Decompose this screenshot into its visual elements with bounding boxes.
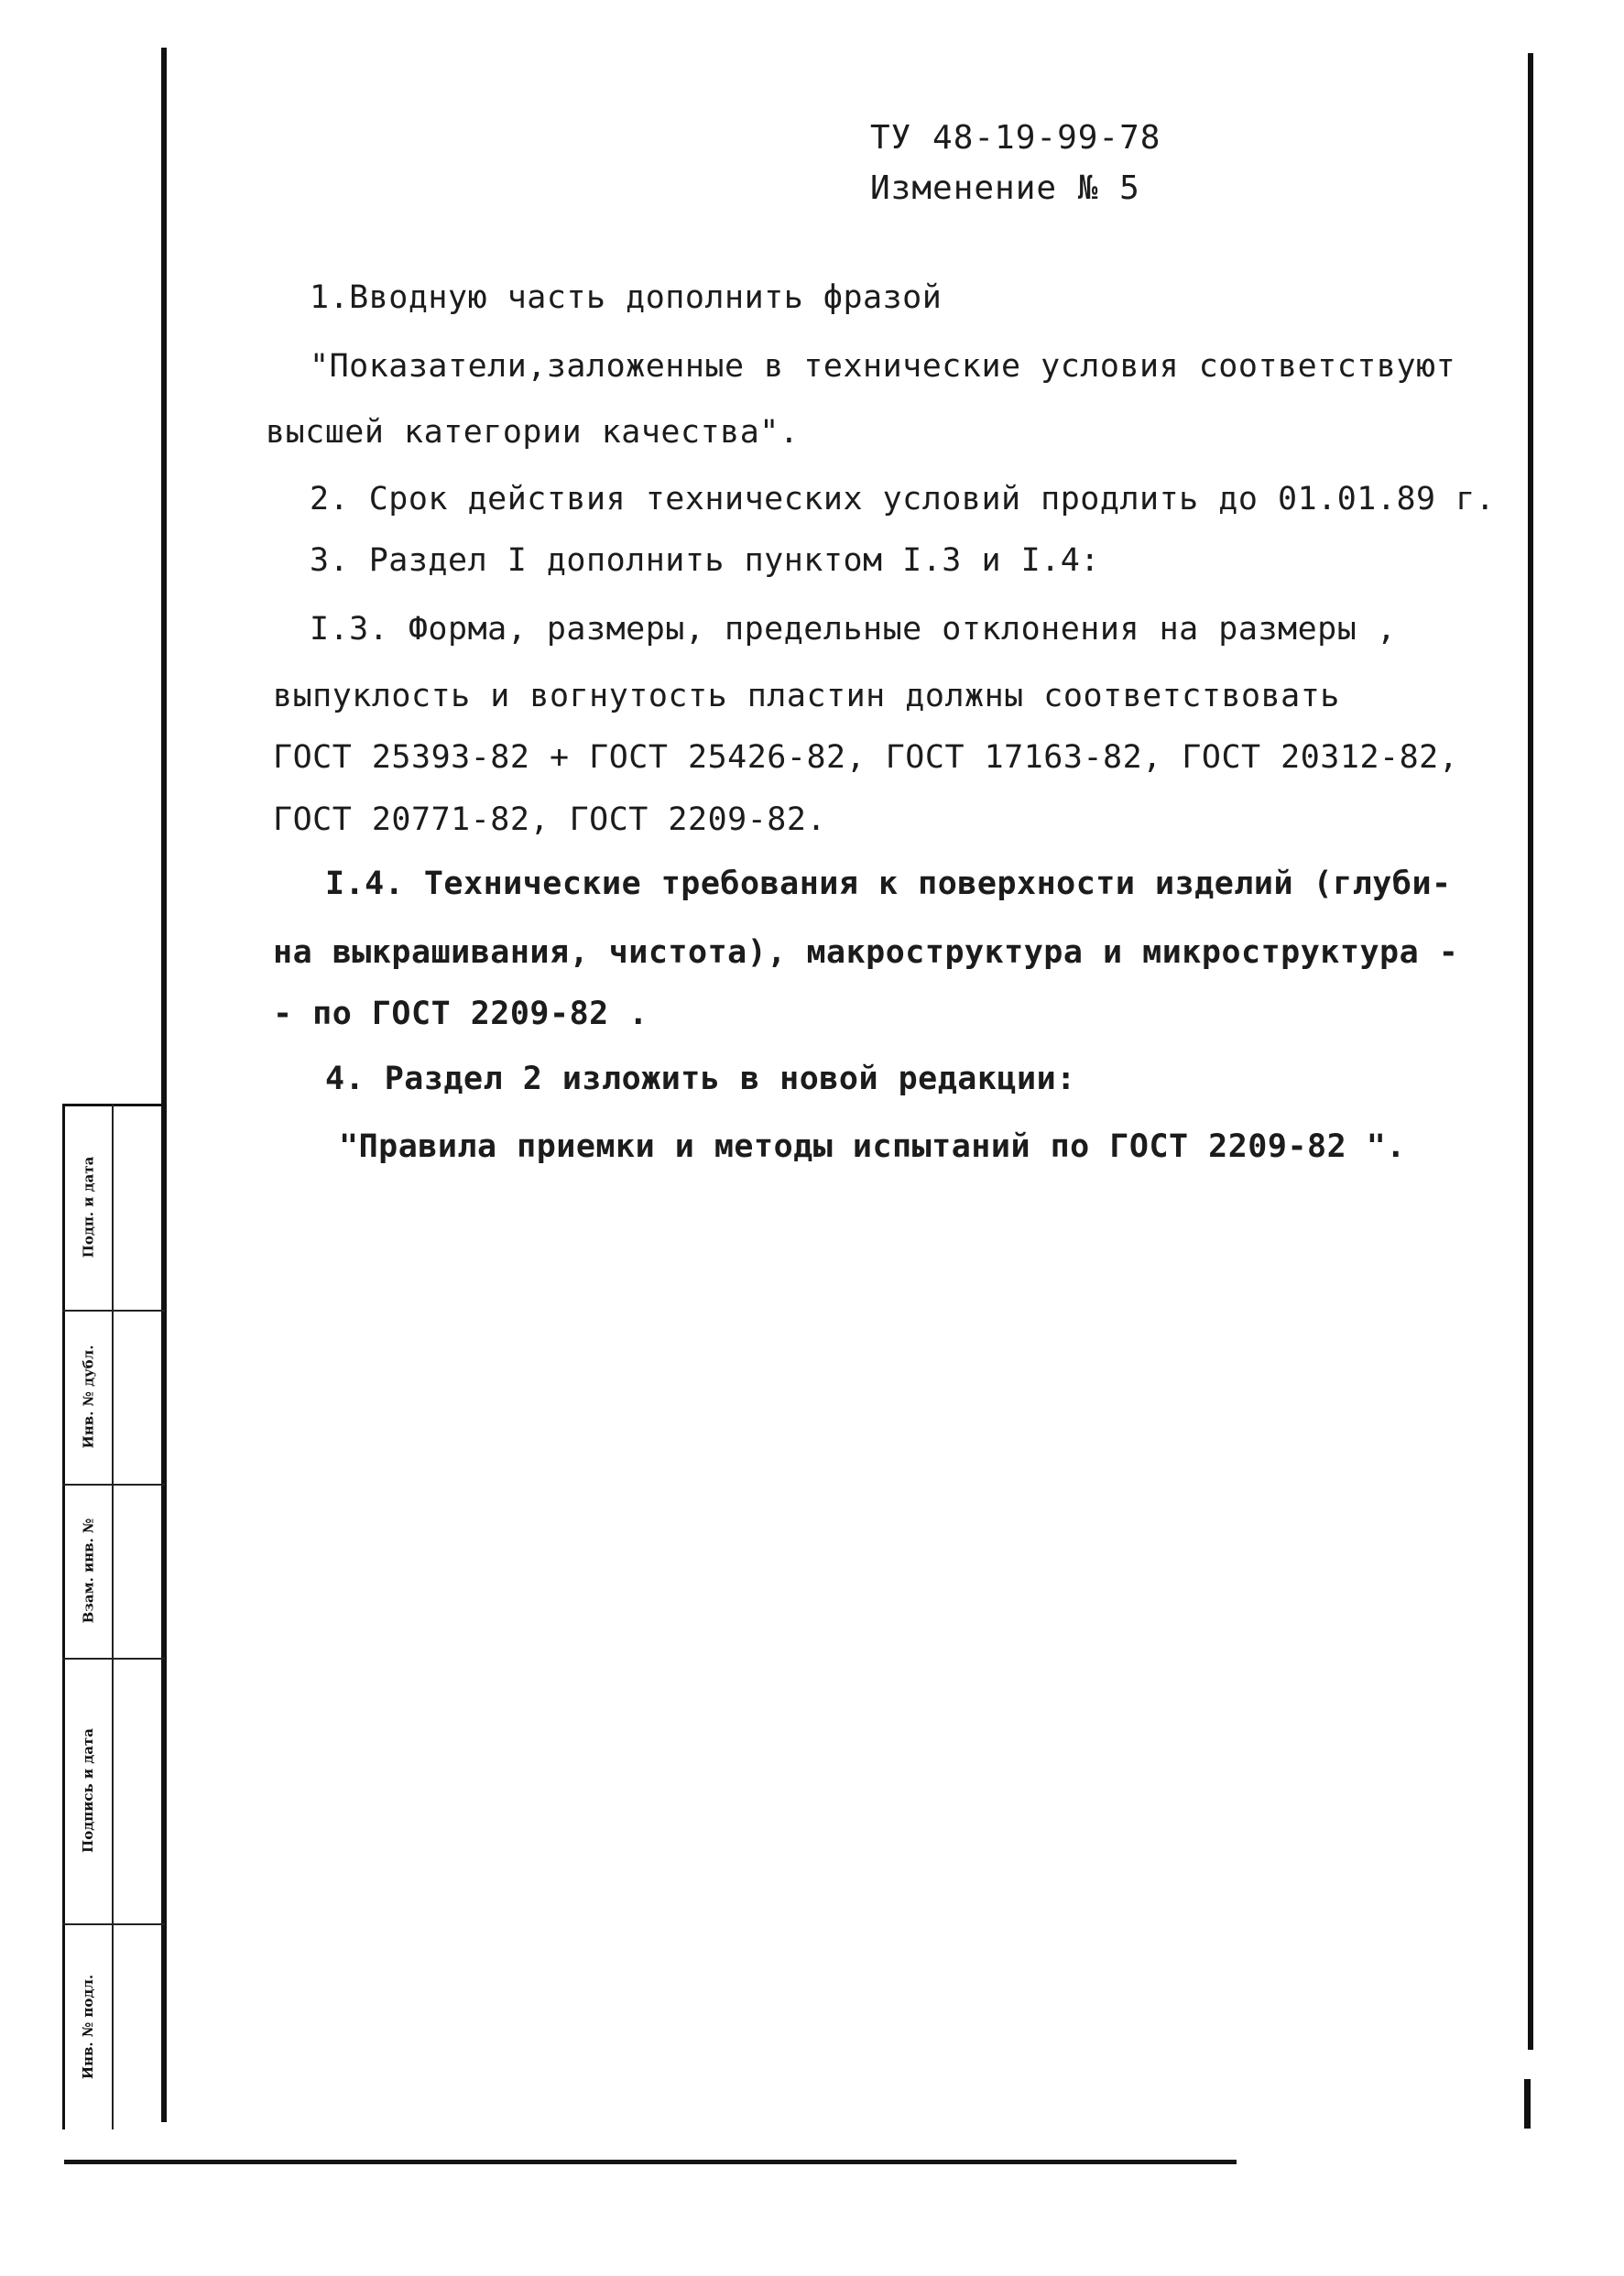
stamp-cell-sign-date: Подп. и дата	[80, 1156, 97, 1258]
item-1-3-line-4: ГОСТ 20771-82, ГОСТ 2209-82.	[273, 801, 827, 838]
right-border-line	[1528, 53, 1533, 2050]
stamp-cell-dup-inv: Инв. № дубл.	[80, 1345, 97, 1449]
right-margin-mark	[1524, 2079, 1531, 2129]
item-1-3-line-3: ГОСТ 25393-82 + ГОСТ 25426-82, ГОСТ 17163-82, ГОСТ 20312-82,	[273, 739, 1459, 776]
para-1-quote-line-2: высшей категории качества".	[266, 414, 800, 451]
item-1-4-line-2: на выкрашивания, чистота), макроструктура и микроструктура -	[273, 934, 1459, 971]
item-1-3-line-1: I.3. Форма, размеры, предельные отклонения на размеры ,	[310, 611, 1397, 648]
change-number: Изменение № 5	[870, 169, 1140, 207]
item-1-4-line-1: I.4. Технические требования к поверхности изделий (глуби-	[325, 866, 1452, 902]
stamp-cell-orig-inv: Инв. № подл.	[80, 1974, 97, 2079]
para-1: 1.Вводную часть дополнить фразой	[310, 279, 943, 316]
stamp-cell-signature-date: Подпись и дата	[80, 1728, 97, 1853]
para-3: 3. Раздел I дополнить пунктом I.3 и I.4:	[310, 542, 1100, 579]
para-2: 2. Срок действия технических условий продлить до 01.01.89 г.	[310, 481, 1496, 517]
para-4: 4. Раздел 2 изложить в новой редакции:	[325, 1061, 1076, 1097]
document-designation: ТУ 48-19-99-78	[870, 119, 1161, 157]
margin-stamp-block	[62, 1104, 163, 2129]
para-1-quote-line-1: "Показатели,заложенные в технические условия соответствуют	[310, 348, 1456, 385]
item-1-3-line-2: выпуклость и вогнутость пластин должны соответствовать	[273, 678, 1340, 714]
para-4-quote: "Правила приемки и методы испытаний по ГОСТ 2209-82 ".	[339, 1128, 1406, 1165]
bottom-border-line	[64, 2160, 1237, 2164]
item-1-4-line-3: - по ГОСТ 2209-82 .	[273, 996, 649, 1032]
stamp-cell-replace-inv: Взам. инв. №	[80, 1518, 97, 1624]
